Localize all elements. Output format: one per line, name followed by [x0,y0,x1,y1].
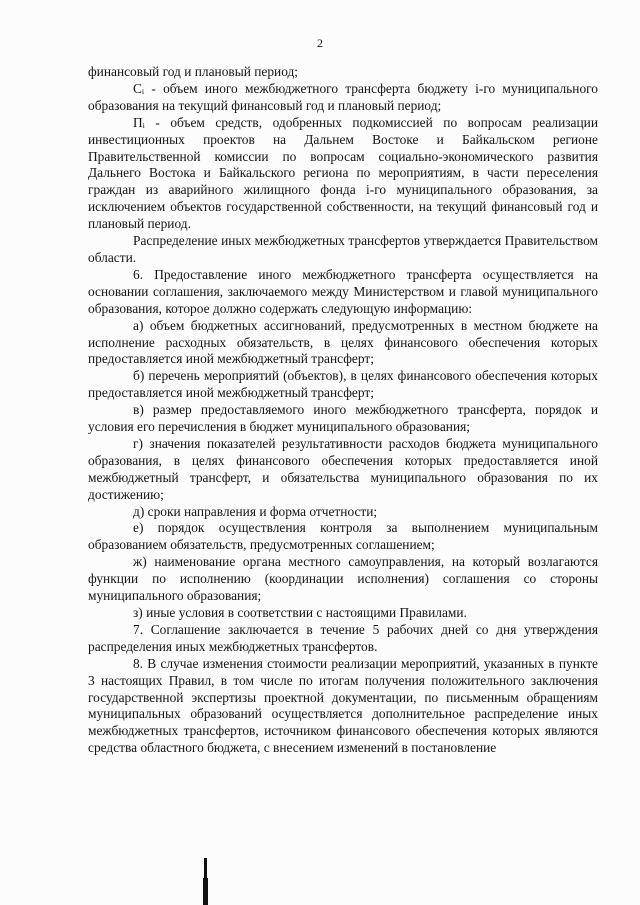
scan-binding-mark [204,858,207,905]
paragraph-item-8: 8. В случае изменения стоимости реализации мероприятий, указанных в пункте 3 настоящих Правил, в том числе по итогам получения положительного заключения государственной экспертизы проектной документации, по письменным обращениям муниципальных образований осуществляется дополнительное распределение иных межбюджетных трансфертов, источником финансового обеспечения которых являются средства областного бюджета, с внесением изменений в постановление [88,655,598,756]
page-number: 2 [317,36,323,50]
paragraph-ci-definition: Cᵢ - объем иного межбюджетного трансферта бюджету i-го муниципального образования на текущий финансовый год и плановый период; [88,80,598,113]
paragraph-distribution: Распределение иных межбюджетных трансфертов утверждается Правительством области. [88,233,598,265]
paragraph-subitem-v: в) размер предоставляемого иного межбюджетного трансферта, порядок и условия его перечисления в бюджет муниципального образования; [88,402,598,435]
paragraph-subitem-zh: ж) наименование органа местного самоуправления, на который возлагаются функции по исполнению (координации исполнения) соглашения со стороны муниципального образования; [88,554,598,604]
paragraph-subitem-b: б) перечень мероприятий (объектов), в целях финансового обеспечения которых предоставляется иной межбюджетный трансферт; [88,368,598,401]
paragraph-continuation: финансовый год и плановый период; [88,64,299,79]
paragraph-item-7: 7. Соглашение заключается в течение 5 рабочих дней со дня утверждения распределения иных межбюджетных трансфертов. [88,621,598,654]
paragraph-subitem-d: д) сроки направления и форма отчетности; [133,503,378,519]
paragraph-subitem-e: е) порядок осуществления контроля за выполнением муниципальным образованием обязательств, предусмотренных соглашением; [88,520,598,553]
paragraph-item-6: 6. Предоставление иного межбюджетного трансферта осуществляется на основании соглашения, заключаемого между Министерством и главой муниципального образования, которое должно содержать следующую информацию: [88,266,598,316]
paragraph-subitem-a: а) объем бюджетных ассигнований, предусмотренных в местном бюджете на исполнение расходных обязательств, в целях финансового обеспечения которых предоставляется иной межбюджетный трансферт; [88,317,598,367]
paragraph-subitem-g: г) значения показателей результативности расходов бюджета муниципального образования, в целях финансового обеспечения которых предоставляется иной межбюджетный трансферт, и обязательства муниципального образования по их достижению; [88,435,598,502]
paragraph-pi-definition: Пᵢ - объем средств, одобренных подкомиссией по вопросам реализации инвестиционных проектов на Дальнем Востоке и Байкальском регионе Правительственной комиссии по вопросам социально-экономического развития Дальнего Востока и Байкальского региона по мероприятиям, в части переселения граждан из аварийного жилищного фонда i-го муниципального образования, за исключением объектов государственной собственности, на текущий финансовый год и плановый период. [88,114,598,232]
document-body [88,64,598,757]
paragraph-subitem-z: з) иные условия в соответствии с настоящими Правилами. [133,605,467,620]
